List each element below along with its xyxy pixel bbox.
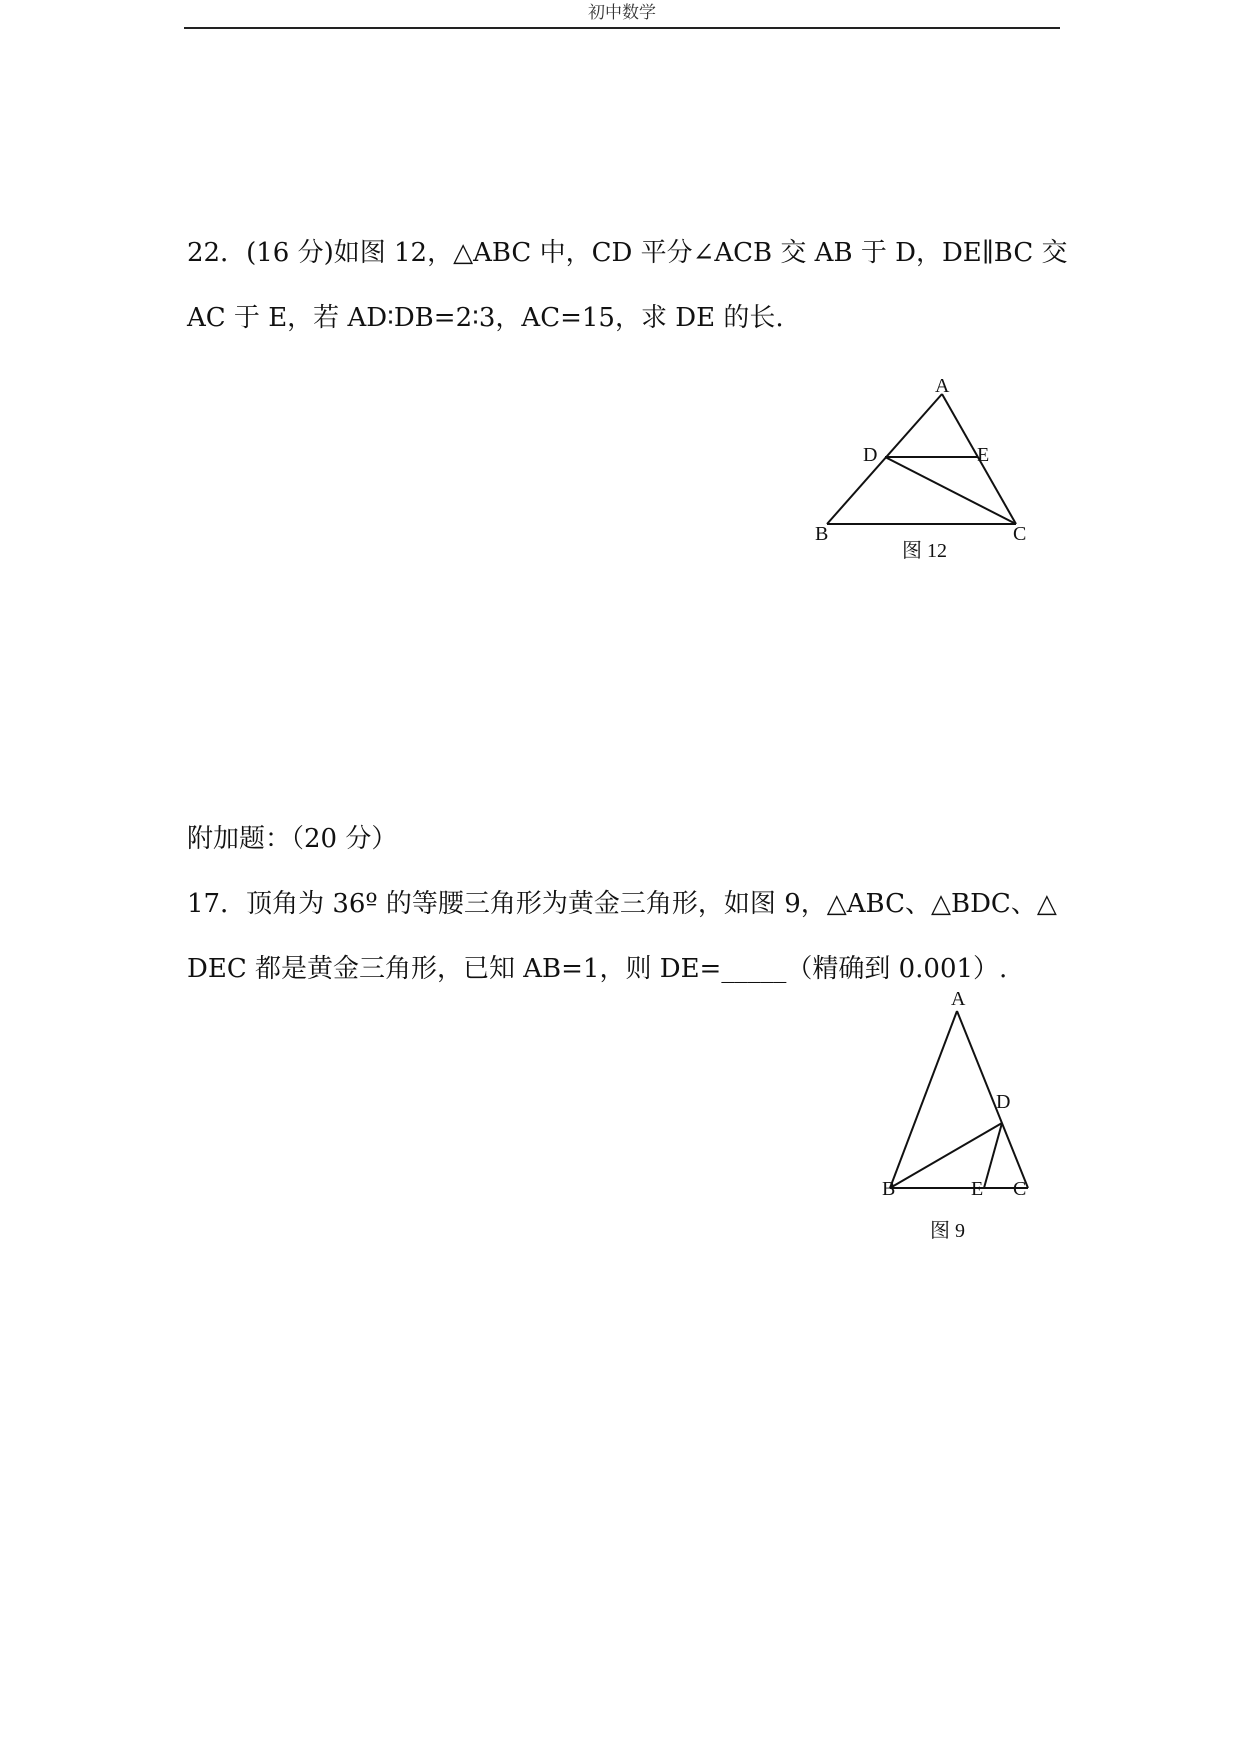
label-b: B [815, 523, 829, 545]
segment-bd [890, 1123, 1002, 1188]
label-e: E [971, 1178, 984, 1200]
page-header: 初中数学 [184, 0, 1060, 29]
label-a: A [935, 375, 950, 397]
figure-12 [815, 370, 1045, 570]
problem-22-line-1: 22．(16 分)如图 12，△ABC 中，CD 平分∠ACB 交 AB 于 D，DE∥BC 交 [187, 238, 1068, 268]
label-e: E [977, 444, 990, 466]
segment-ab [890, 1011, 957, 1188]
label-d: D [863, 444, 878, 466]
figure-9-caption: 图 9 [930, 1220, 965, 1242]
label-b: B [882, 1178, 896, 1200]
figure-9 [870, 975, 1050, 1255]
segment-ac [957, 1011, 1028, 1188]
label-d: D [996, 1091, 1011, 1113]
problem-22-line-2: AC 于 E，若 AD∶DB=2∶3，AC=15，求 DE 的长. [187, 303, 784, 333]
label-c: C [1013, 1178, 1027, 1200]
segment-ab [827, 394, 942, 524]
bonus-title: 附加题：（20 分） [187, 824, 398, 854]
label-c: C [1013, 523, 1027, 545]
problem-17-line-2: DEC 都是黄金三角形，已知 AB=1，则 DE=_____（精确到 0.001）. [187, 954, 1008, 984]
figure-12-caption: 图 12 [902, 540, 947, 562]
label-a: A [951, 988, 966, 1010]
problem-17-line-1: 17．顶角为 36º 的等腰三角形为黄金三角形，如图 9，△ABC、△BDC、△ [187, 889, 1057, 919]
